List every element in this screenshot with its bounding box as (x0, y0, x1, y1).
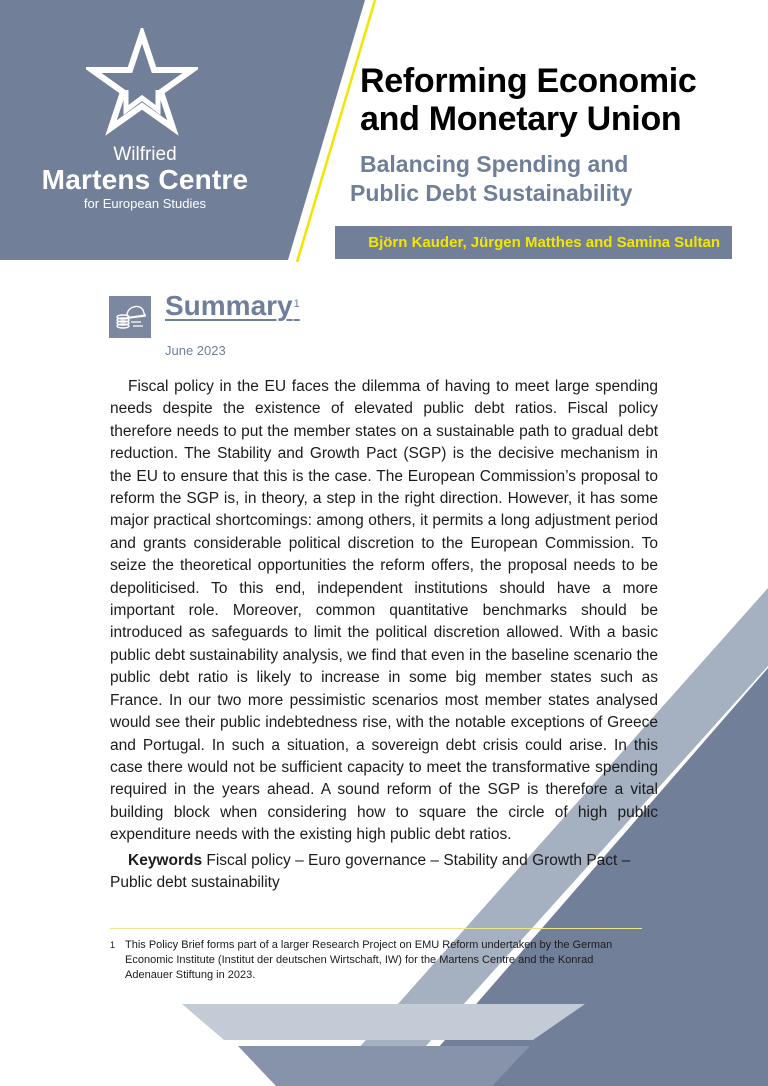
logo-text-for-european-studies: for European Studies (83, 196, 207, 211)
footnote-reference[interactable]: 1 (293, 298, 300, 310)
logo-text-wilfried: Wilfried (113, 144, 177, 165)
footnote-text: This Policy Brief forms part of a larger Research Project on EMU Reform undertaken by the German Economic Institute (Institut der deutschen Wirtschaft, IW) for the Martens Centre and the Konrad Adenauer Stiftung in 2023. (125, 939, 613, 981)
footnote (110, 938, 640, 983)
footer-pale-strip (182, 1004, 585, 1040)
logo-text-martens-centre: Martens Centre (41, 164, 249, 195)
summary-heading-text: Summary (165, 290, 293, 321)
authors-banner: Björn Kauder, Jürgen Matthes and Samina Sultan (335, 226, 732, 259)
keywords-label: Keywords (128, 852, 203, 869)
keywords-text: Fiscal policy – Euro governance – Stability and Growth Pact – Public debt sustainability (110, 852, 631, 892)
document-subtitle (350, 150, 750, 208)
footnote-number: 1 (110, 940, 116, 950)
coins-hat-icon (109, 296, 151, 338)
footer-strip (238, 1046, 530, 1086)
summary-heading (165, 290, 300, 322)
subtitle-line-1: Balancing Spending and (360, 151, 629, 177)
martens-centre-logo[interactable] (0, 0, 290, 230)
title-line-1: Reforming Economic (360, 62, 697, 100)
star-icon (86, 28, 198, 138)
document-title (360, 62, 760, 138)
summary-body: Fiscal policy in the EU faces the dilemma of having to meet large spending needs despite the existence of elevated public debt ratios. Fiscal policy therefore needs to put the member states on a sustainable path to gradual debt reduction. The Stability and Growth Pact (SGP) is the decisive mechanism in the EU to ensure that this is the case. The European Commission’s proposal to reform the SGP is, in theory, a step in the right direction. However, it has some major practical shortcomings: among others, it permits a long adjustment period and grants considerable political discretion to the European Commission. To seize the theoretical opportunities the reform offers, the proposal needs to be depoliticised. To this end, independent institutions should have a more important role. Moreover, common quantitative benchmarks should be introduced as safeguards to limit the political discretion allowed. With a basic public debt sustainability analysis, we find that even in the baseline scenario the public debt ratio is likely to increase in some big member states such as France. In our two more pessimistic scenarios most member states analysed would see their public indebtedness rise, with the notable exceptions of Greece and Portugal. In such a situation, a sovereign debt crisis could arise. In this case there would not be sufficient capacity to meet the transformative spending required in the years ahead. A sound reform of the SGP is therefore a vital building block when considering how to square the circle of high public expenditure needs with the existing high public debt ratios. (110, 378, 658, 844)
title-line-2: and Monetary Union (360, 100, 682, 138)
publication-date: June 2023 (165, 343, 226, 358)
keywords-paragraph (110, 850, 658, 895)
footnote-divider (110, 928, 642, 929)
subtitle-line-2: Public Debt Sustainability (350, 180, 633, 206)
